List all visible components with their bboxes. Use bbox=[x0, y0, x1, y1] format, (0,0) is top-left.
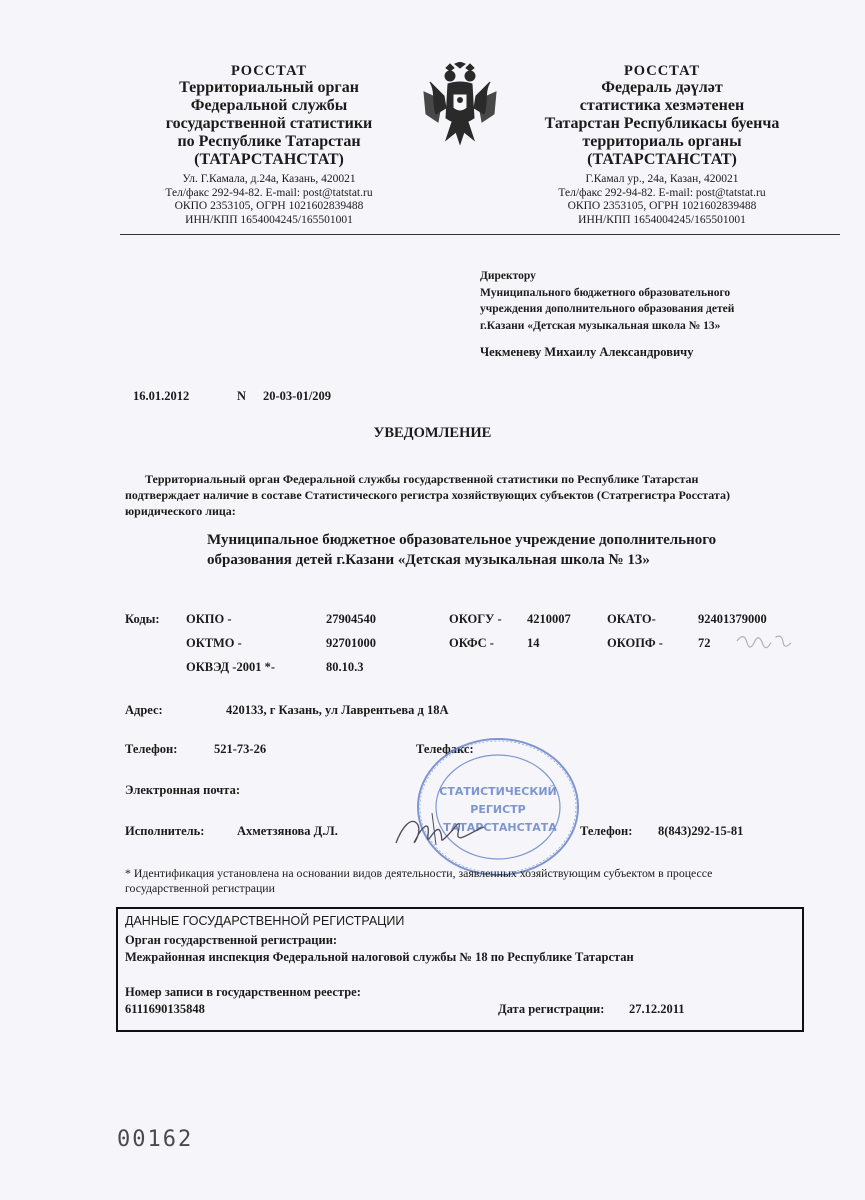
registration-authority-label: Орган государственной регистрации: bbox=[125, 933, 338, 947]
okpo-value: 27904540 bbox=[326, 612, 376, 626]
header-right-org-1: Федераль дәүләт bbox=[601, 79, 723, 97]
header-right-brand: РОССТАТ bbox=[624, 63, 700, 79]
okato-value: 92401379000 bbox=[698, 612, 767, 626]
header-right-contact-2: Тел/факс 292-94-82. E-mail: post@tatstat.ru bbox=[558, 186, 766, 199]
addressee-block bbox=[480, 268, 734, 335]
header-right bbox=[528, 63, 796, 228]
address-value: 420133, г Казань, ул Лаврентьева д 18А bbox=[226, 703, 449, 717]
okopf-label: ОКОПФ - bbox=[607, 636, 663, 650]
addressee-line-1: Директору bbox=[480, 270, 536, 282]
header-left-org-3: государственной статистики bbox=[165, 115, 373, 133]
okpo-label: ОКПО - bbox=[186, 612, 232, 626]
executor-phone-value: 8(843)292-15-81 bbox=[658, 824, 744, 838]
header-right-contacts bbox=[528, 173, 796, 228]
header-right-contact-1: Г.Камал ур., 24а, Казан, 420021 bbox=[585, 172, 739, 185]
footnote bbox=[125, 866, 785, 897]
addressee-line-4: г.Казани «Детская музыкальная школа № 13» bbox=[480, 320, 721, 333]
stamp-line-1: СТАТИСТИЧЕСКИЙ bbox=[439, 785, 557, 798]
header-left-contact-2: Тел/факс 292-94-82. E-mail: post@tatstat.ru bbox=[165, 186, 373, 199]
header-left-org-1: Территориальный орган bbox=[179, 79, 359, 97]
handwritten-note-icon bbox=[734, 627, 796, 655]
entity-line-1: Муниципальное бюджетное образовательное учреждение дополнительного bbox=[207, 532, 717, 548]
stamp-line-2: РЕГИСТР bbox=[470, 803, 526, 816]
footnote-line-1: * Идентификация установлена на основании видов деятельности, заявленных хозяйствующим субъектом в процессе bbox=[125, 866, 713, 880]
registration-date: 27.12.2011 bbox=[629, 1002, 685, 1016]
registration-heading: ДАННЫЕ ГОСУДАРСТВЕННОЙ РЕГИСТРАЦИИ bbox=[125, 914, 405, 928]
signature-icon bbox=[392, 805, 512, 855]
header-right-org-3: Татарстан Республикасы буенча bbox=[544, 115, 780, 133]
header-right-contact-4: ИНН/КПП 1654004245/165501001 bbox=[578, 214, 746, 227]
address-label: Адрес: bbox=[125, 703, 163, 717]
registration-authority: Межрайонная инспекция Федеральной налоговой службы № 18 по Республике Татарстан bbox=[125, 950, 634, 964]
footnote-line-2: государственной регистрации bbox=[125, 881, 275, 896]
oktmo-value: 92701000 bbox=[326, 636, 376, 650]
header-left-contact-1: Ул. Г.Камала, д.24а, Казань, 420021 bbox=[182, 172, 356, 185]
okfs-value: 14 bbox=[527, 636, 540, 650]
intro-line-3: юридического лица: bbox=[125, 504, 236, 519]
header-left-org-4: по Республике Татарстан bbox=[177, 132, 361, 150]
header-right-org-4: территориаль органы bbox=[582, 132, 742, 150]
header-right-contact-3: ОКПО 2353105, ОГРН 1021602839488 bbox=[567, 200, 757, 213]
entity-name bbox=[207, 531, 807, 571]
codes-label: Коды: bbox=[125, 612, 160, 626]
okved-value: 80.10.3 bbox=[326, 660, 364, 674]
document-date: 16.01.2012 bbox=[133, 389, 190, 403]
document-number-label: N bbox=[237, 389, 247, 403]
okved-label: ОКВЭД -2001 *- bbox=[186, 660, 275, 674]
intro-line-2: подтверждает наличие в составе Статистического регистра хозяйствующих субъектов (Статрегистра Росстата) bbox=[125, 488, 730, 503]
stamp-line-3: ТАТАРСТАНСТАТА bbox=[443, 821, 557, 834]
header-left-org-5: (ТАТАРСТАНСТАТ) bbox=[194, 150, 344, 168]
header-left-org-2: Федеральной службы bbox=[190, 97, 348, 115]
registration-box bbox=[116, 907, 804, 1032]
header-left-brand: РОССТАТ bbox=[231, 63, 307, 79]
okato-label: ОКАТО- bbox=[607, 612, 656, 626]
oktmo-label: ОКТМО - bbox=[186, 636, 242, 650]
email-label: Электронная почта: bbox=[125, 783, 240, 797]
coat-of-arms-emblem-icon bbox=[422, 62, 498, 146]
okogu-label: ОКОГУ - bbox=[449, 612, 502, 626]
header-left-contacts bbox=[140, 173, 398, 228]
document-title: УВЕДОМЛЕНИЕ bbox=[373, 425, 492, 441]
header-left-contact-4: ИНН/КПП 1654004245/165501001 bbox=[185, 214, 353, 227]
phone-label: Телефон: bbox=[125, 742, 178, 756]
addressee-line-3: учреждения дополнительного образования детей bbox=[480, 303, 735, 316]
addressee-name: Чекменеву Михаилу Александровичу bbox=[480, 345, 694, 359]
header-right-org-5: (ТАТАРСТАНСТАТ) bbox=[587, 150, 737, 168]
okopf-value: 72 bbox=[698, 636, 711, 650]
executor-name: Ахметзянова Д.Л. bbox=[237, 824, 338, 838]
registration-record-label: Номер записи в государственном реестре: bbox=[125, 985, 361, 999]
registration-date-label: Дата регистрации: bbox=[498, 1002, 605, 1016]
header-left-contact-3: ОКПО 2353105, ОГРН 1021602839488 bbox=[174, 200, 364, 213]
header-right-org-2: статистика хезмәтенен bbox=[579, 97, 745, 115]
registration-record-number: 6111690135848 bbox=[125, 1002, 205, 1016]
page-number-mark: 00162 bbox=[117, 1127, 194, 1152]
okogu-value: 4210007 bbox=[527, 612, 571, 626]
fax-label: Телефакс: bbox=[416, 742, 474, 756]
phone-value: 521-73-26 bbox=[214, 742, 267, 756]
executor-phone-label: Телефон: bbox=[580, 824, 633, 838]
header-left bbox=[140, 63, 398, 228]
okfs-label: ОКФС - bbox=[449, 636, 494, 650]
executor-label: Исполнитель: bbox=[125, 824, 205, 838]
document-number: 20-03-01/209 bbox=[263, 389, 332, 403]
header-divider bbox=[120, 234, 840, 235]
addressee-line-2: Муниципального бюджетного образовательного bbox=[480, 286, 731, 299]
intro-paragraph bbox=[125, 471, 765, 520]
intro-line-1: Территориальный орган Федеральной службы государственной статистики по Республике Татарстан bbox=[145, 472, 699, 486]
entity-line-2: образования детей г.Казани «Детская музыкальная школа № 13» bbox=[207, 551, 650, 568]
